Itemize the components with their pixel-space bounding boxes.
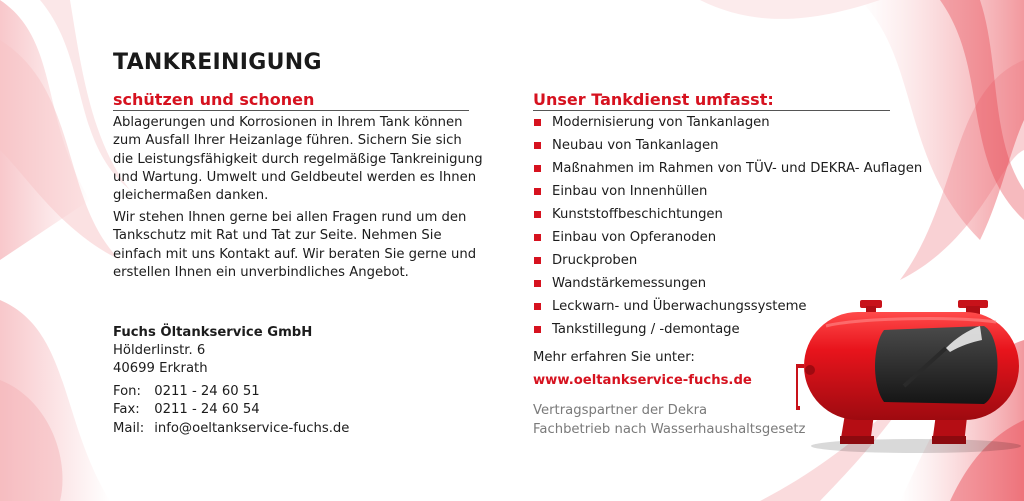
services-heading: Unser Tankdienst umfasst: bbox=[533, 90, 890, 111]
service-label: Druckproben bbox=[552, 253, 638, 268]
fax-number: 0211 - 24 60 54 bbox=[154, 402, 260, 417]
partner-line-whg: Fachbetrieb nach Wasserhaushaltsgesetz bbox=[533, 422, 806, 437]
bullet-square-icon bbox=[534, 211, 541, 218]
bullet-square-icon bbox=[534, 142, 541, 149]
phone-label: Fon: bbox=[113, 384, 141, 399]
bullet-square-icon bbox=[534, 234, 541, 241]
bullet-square-icon bbox=[534, 165, 541, 172]
list-item bbox=[533, 114, 922, 137]
mail-line bbox=[113, 420, 349, 438]
fax-line bbox=[113, 401, 260, 419]
bullet-square-icon bbox=[534, 280, 541, 287]
partner-line-dekra: Vertragspartner der Dekra bbox=[533, 403, 708, 418]
company-city: 40699 Erkrath bbox=[113, 361, 208, 376]
service-label: Einbau von Innenhüllen bbox=[552, 184, 708, 199]
service-label: Kunststoffbeschichtungen bbox=[552, 207, 723, 222]
service-label: Maßnahmen im Rahmen von TÜV- und DEKRA- Auflagen bbox=[552, 161, 923, 176]
section-subtitle: schützen und schonen bbox=[113, 90, 469, 111]
fax-label: Fax: bbox=[113, 402, 140, 417]
intro-paragraph: Ablagerungen und Korrosionen in Ihrem Tank können zum Ausfall Ihrer Heizanlage führen. Sichern Sie sich die Leistungsfähigkeit durch regelmäßige Tankreinigung und Wartung. Umwelt und Geldbeutel werden es Ihnen gleichermaßen danken. bbox=[113, 115, 483, 204]
mail-link[interactable]: info@oeltankservice-fuchs.de bbox=[154, 421, 350, 436]
bullet-square-icon bbox=[534, 119, 541, 126]
list-item bbox=[533, 206, 922, 229]
service-label: Leckwarn- und Überwachungssysteme bbox=[552, 299, 807, 314]
oil-tank-illustration bbox=[796, 296, 1024, 456]
bullet-square-icon bbox=[534, 326, 541, 333]
service-label: Wandstärkemessungen bbox=[552, 276, 707, 291]
phone-line bbox=[113, 383, 260, 401]
phone-number[interactable]: 0211 - 24 60 51 bbox=[154, 384, 260, 399]
service-label: Modernisierung von Tankanlagen bbox=[552, 115, 770, 130]
service-label: Tankstillegung / -demontage bbox=[552, 322, 740, 337]
list-item bbox=[533, 137, 922, 160]
contact-paragraph: Wir stehen Ihnen gerne bei allen Fragen rund um den Tankschutz mit Rat und Tat zur Seite. Nehmen Sie einfach mit uns Kontakt auf. Wir beraten Sie gerne und erstellen Ihnen ein unverbindliches Angebot. bbox=[113, 210, 477, 280]
bullet-square-icon bbox=[534, 188, 541, 195]
list-item bbox=[533, 252, 922, 275]
mail-label: Mail: bbox=[113, 421, 145, 436]
list-item bbox=[533, 160, 922, 183]
page-title: TANKREINIGUNG bbox=[113, 50, 322, 75]
company-street: Hölderlinstr. 6 bbox=[113, 343, 206, 358]
service-label: Einbau von Opferanoden bbox=[552, 230, 717, 245]
bullet-square-icon bbox=[534, 303, 541, 310]
bullet-square-icon bbox=[534, 257, 541, 264]
service-label: Neubau von Tankanlagen bbox=[552, 138, 719, 153]
list-item bbox=[533, 183, 922, 206]
website-link[interactable]: www.oeltankservice-fuchs.de bbox=[533, 373, 752, 388]
more-info-text: Mehr erfahren Sie unter: bbox=[533, 350, 695, 365]
list-item bbox=[533, 275, 922, 298]
company-name: Fuchs Öltankservice GmbH bbox=[113, 325, 313, 340]
list-item bbox=[533, 229, 922, 252]
